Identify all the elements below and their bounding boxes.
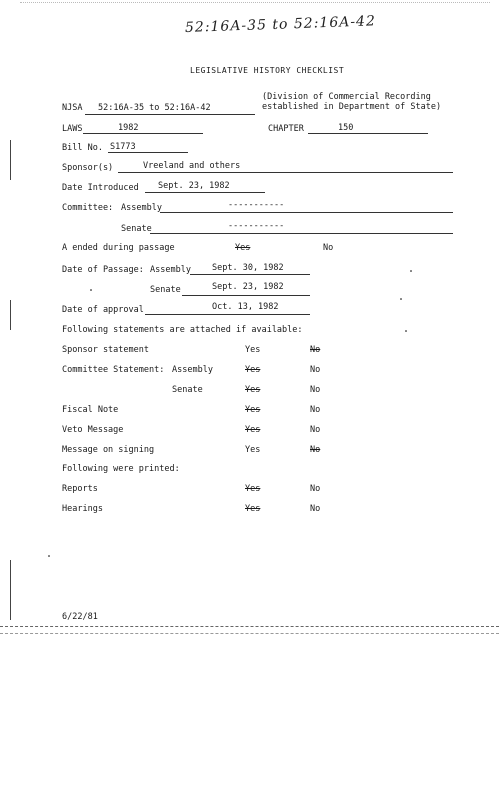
statement-label: Fiscal Note — [62, 405, 119, 415]
date-introduced-value: Sept. 23, 1982 — [158, 181, 230, 191]
statement-yes: Yes — [245, 445, 261, 455]
passage-assembly-underline — [190, 274, 310, 275]
chapter-value: 150 — [338, 123, 354, 133]
committee-senate-value: ----------- — [228, 221, 285, 231]
handwritten-header: 52:16A-35 to 52:16A-42 — [184, 13, 377, 36]
statement-no: No — [310, 405, 321, 415]
laws-label: LAWS — [62, 124, 83, 134]
bill-value: S1773 — [110, 142, 136, 152]
passage-senate-label: Senate — [150, 285, 181, 295]
scan-speck — [410, 270, 412, 272]
committee-assembly-underline — [160, 212, 453, 213]
statement-no: No — [310, 365, 321, 375]
footer-date: 6/22/81 — [62, 612, 98, 622]
passage-assembly-value: Sept. 30, 1982 — [212, 263, 284, 273]
amended-yes: Yes — [235, 243, 251, 253]
statement-label: Message on signing — [62, 445, 155, 455]
printed-yes: Yes — [245, 504, 261, 514]
statement-yes: Yes — [245, 425, 261, 435]
scan-left-edge — [10, 140, 11, 180]
committee-label: Committee: — [62, 203, 114, 213]
date-introduced-underline — [145, 192, 265, 193]
sponsor-value: Vreeland and others — [143, 161, 241, 171]
amended-label: A ended during passage — [62, 243, 175, 253]
committee-assembly-label: Assembly — [121, 203, 162, 213]
njsa-label: NJSA — [62, 103, 83, 113]
scan-bottom-edge — [0, 633, 499, 634]
chapter-label: CHAPTER — [268, 124, 304, 134]
njsa-underline — [85, 114, 255, 115]
scan-left-edge — [10, 560, 11, 620]
statement-sub: Senate — [172, 385, 203, 395]
printed-yes: Yes — [245, 484, 261, 494]
approval-underline — [145, 314, 310, 315]
scan-left-edge — [10, 300, 11, 330]
sponsor-underline — [118, 172, 453, 173]
statement-label: Sponsor statement — [62, 345, 149, 355]
statement-no: No — [310, 445, 321, 455]
statement-no: No — [310, 425, 321, 435]
passage-label: Date of Passage: — [62, 265, 144, 275]
statement-sub: Assembly — [172, 365, 213, 375]
bill-underline — [108, 152, 188, 153]
page-title: LEGISLATIVE HISTORY CHECKLIST — [190, 66, 345, 75]
statement-yes: Yes — [245, 345, 261, 355]
statement-yes: Yes — [245, 385, 261, 395]
laws-value: 1982 — [118, 123, 139, 133]
statement-yes: Yes — [245, 405, 261, 415]
division-note: (Division of Commercial Recording established in Department of State) — [262, 92, 442, 112]
scan-speck — [400, 298, 402, 300]
committee-assembly-value: ----------- — [228, 200, 285, 210]
following-attached: Following statements are attached if available: — [62, 325, 303, 335]
printed-no: No — [310, 484, 321, 494]
statement-label: Veto Message — [62, 425, 124, 435]
statement-yes: Yes — [245, 365, 261, 375]
scan-speck — [405, 330, 407, 332]
committee-senate-underline — [150, 233, 453, 234]
njsa-value: 52:16A-35 to 52:16A-42 — [98, 103, 211, 113]
statement-no: No — [310, 385, 321, 395]
passage-assembly-label: Assembly — [150, 265, 191, 275]
approval-label: Date of approval — [62, 305, 144, 315]
amended-no: No — [323, 243, 334, 253]
statement-label: Committee Statement: — [62, 365, 165, 375]
scan-speck — [90, 289, 92, 291]
chapter-underline — [308, 133, 428, 134]
passage-senate-value: Sept. 23, 1982 — [212, 282, 284, 292]
scan-speck — [48, 555, 50, 557]
scan-bottom-edge — [0, 626, 499, 627]
bill-label: Bill No. — [62, 143, 103, 153]
date-introduced-label: Date Introduced — [62, 183, 139, 193]
laws-underline — [83, 133, 203, 134]
printed-label: Hearings — [62, 504, 103, 514]
following-printed: Following were printed: — [62, 464, 180, 474]
passage-senate-underline — [182, 295, 310, 296]
approval-value: Oct. 13, 1982 — [212, 302, 279, 312]
printed-label: Reports — [62, 484, 98, 494]
statement-no: No — [310, 345, 321, 355]
printed-no: No — [310, 504, 321, 514]
committee-senate-label: Senate — [121, 224, 152, 234]
sponsor-label: Sponsor(s) — [62, 163, 114, 173]
scan-top-edge — [20, 2, 490, 3]
